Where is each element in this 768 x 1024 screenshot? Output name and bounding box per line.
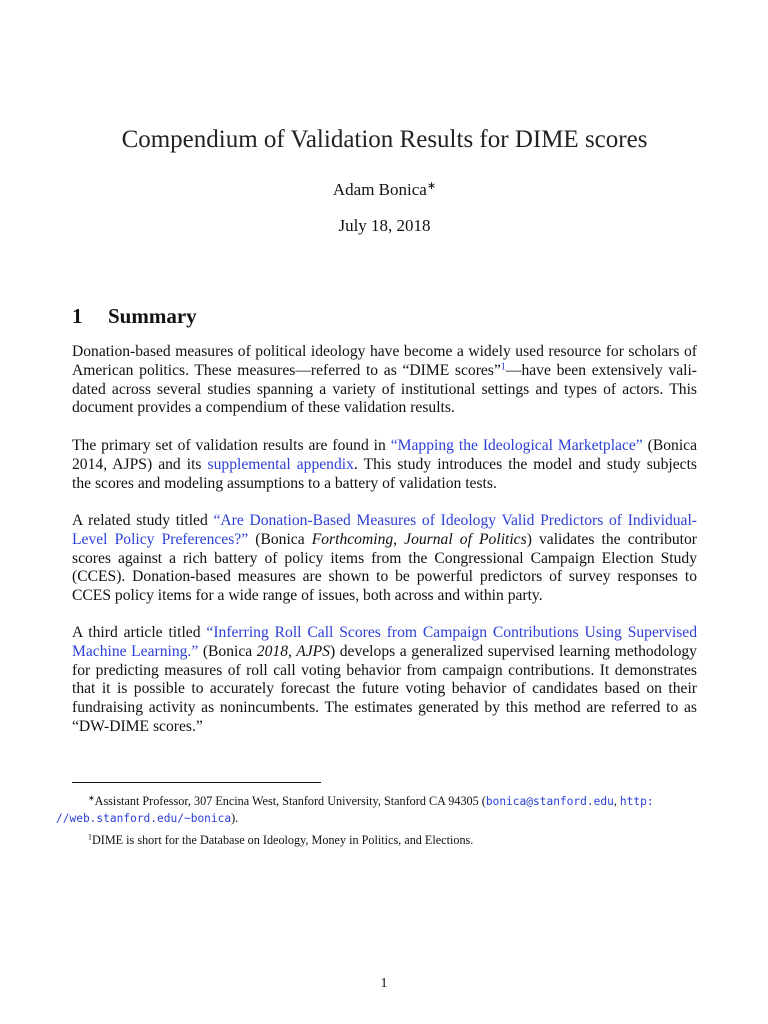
footnote-mark: 1: [88, 832, 92, 842]
paragraph-line: fundraising activity as nonincumbents. The estimates generated by this method are referred to as: [72, 699, 697, 717]
text-run: (Bonica: [248, 530, 312, 548]
author-footnote-mark[interactable]: ∗: [426, 179, 437, 192]
paragraph-line: Donation-based measures of political ideology have become a widely used resource for scholars of: [72, 343, 697, 360]
link-supplemental-appendix[interactable]: supplemental appendix: [207, 455, 354, 473]
paragraph-line: [72, 362, 697, 381]
paragraph-line: [72, 437, 697, 456]
text-run: The primary set of validation results are found in: [72, 437, 391, 454]
paragraph-intro: [72, 343, 697, 418]
paragraph-line: that it is possible to accurately forecast the future voting behavior of candidates based on their: [72, 680, 697, 698]
text-run: A related study titled: [72, 512, 214, 529]
paragraph-third-article: [72, 624, 697, 737]
text-run: —have been extensively vali-: [505, 361, 697, 379]
link-inferring-roll-call-scores-cont[interactable]: Machine Learning.”: [72, 642, 199, 660]
text-run: . This study introduces the model and study subjects: [353, 455, 697, 473]
link-inferring-roll-call-scores[interactable]: “Inferring Roll Call Scores from Campaign Contributions Using Supervised: [206, 624, 697, 641]
text-run: (Bonica: [198, 642, 257, 660]
footnote-author: [56, 793, 697, 827]
section-heading: [72, 304, 197, 329]
footnote-1: [72, 832, 697, 848]
paragraph-line: scores against a rich battery of policy items from the Congressional Campaign Election Study: [72, 549, 697, 567]
paragraph-line: [72, 512, 697, 531]
footnote-mark: ∗: [88, 793, 95, 803]
italic-citation: 2018, AJPS: [256, 642, 330, 660]
footnote-text: ).: [231, 811, 239, 825]
paragraph-primary-results: [72, 437, 697, 493]
paragraph-line: [72, 643, 697, 662]
text-run: American politics. These measures—referred to as “DIME scores”: [72, 361, 501, 379]
paragraph-line: dated across several studies spanning a variety of institutional settings and types of actors. This: [72, 380, 697, 398]
paragraph-line: [72, 624, 697, 643]
paragraph-line: CCES policy items for a wide range of issues, both across and within party.: [72, 587, 543, 605]
author-line: [72, 180, 697, 200]
text-run: A third article titled: [72, 624, 207, 641]
page-number: 1: [380, 976, 388, 991]
text-run: ) develops a generalized supervised learning methodology: [329, 642, 697, 660]
footnote-divider: [72, 782, 321, 783]
paragraph-line: [72, 531, 697, 550]
author-email-link[interactable]: bonica@stanford.edu: [485, 795, 614, 808]
paragraph-line: [72, 456, 697, 475]
paragraph-line: for predicting measures of roll call voting behavior from campaign contributions. It demonstrates: [72, 661, 697, 679]
paragraph-line: (CCES). Donation-based measures are shown to be powerful predictors of survey responses to: [72, 568, 697, 586]
document-title: Compendium of Validation Results for DIME scores: [121, 126, 648, 153]
italic-citation: Forthcoming, Journal of Politics: [311, 530, 527, 548]
section-title: Summary: [108, 304, 197, 328]
footnote-text: Assistant Professor, 307 Encina West, Stanford University, Stanford CA 94305 (: [94, 794, 486, 808]
paragraph-line: the scores and modeling assumptions to a battery of validation tests.: [72, 474, 497, 492]
footnote-ref-1[interactable]: 1: [500, 361, 506, 373]
author-website-link-cont[interactable]: //web.stanford.edu/~bonica: [56, 812, 232, 825]
text-run: ) validates the contributor: [526, 530, 697, 548]
paragraph-related-study: [72, 512, 697, 606]
paragraph-line: document provides a compendium of these validation results.: [72, 399, 455, 417]
link-donation-based-measures[interactable]: “Are Donation-Based Measures of Ideology Valid Predictors of Individual-: [213, 512, 697, 529]
link-mapping-ideological-marketplace[interactable]: “Mapping the Ideological Marketplace”: [390, 437, 643, 454]
footnote-text: DIME is short for the Database on Ideology, Money in Politics, and Elections.: [91, 833, 474, 847]
section-number: 1: [72, 304, 83, 328]
text-run: 2014, AJPS) and its: [72, 455, 208, 473]
author-name: Adam Bonica: [332, 180, 427, 199]
link-donation-based-measures-cont[interactable]: Level Policy Preferences?”: [72, 530, 249, 548]
text-run: (Bonica: [642, 437, 697, 454]
paragraph-line: “DW-DIME scores.”: [72, 717, 203, 735]
footnote-text: ,: [613, 794, 620, 808]
document-date: July 18, 2018: [338, 216, 431, 235]
author-website-link[interactable]: http:: [619, 795, 654, 808]
